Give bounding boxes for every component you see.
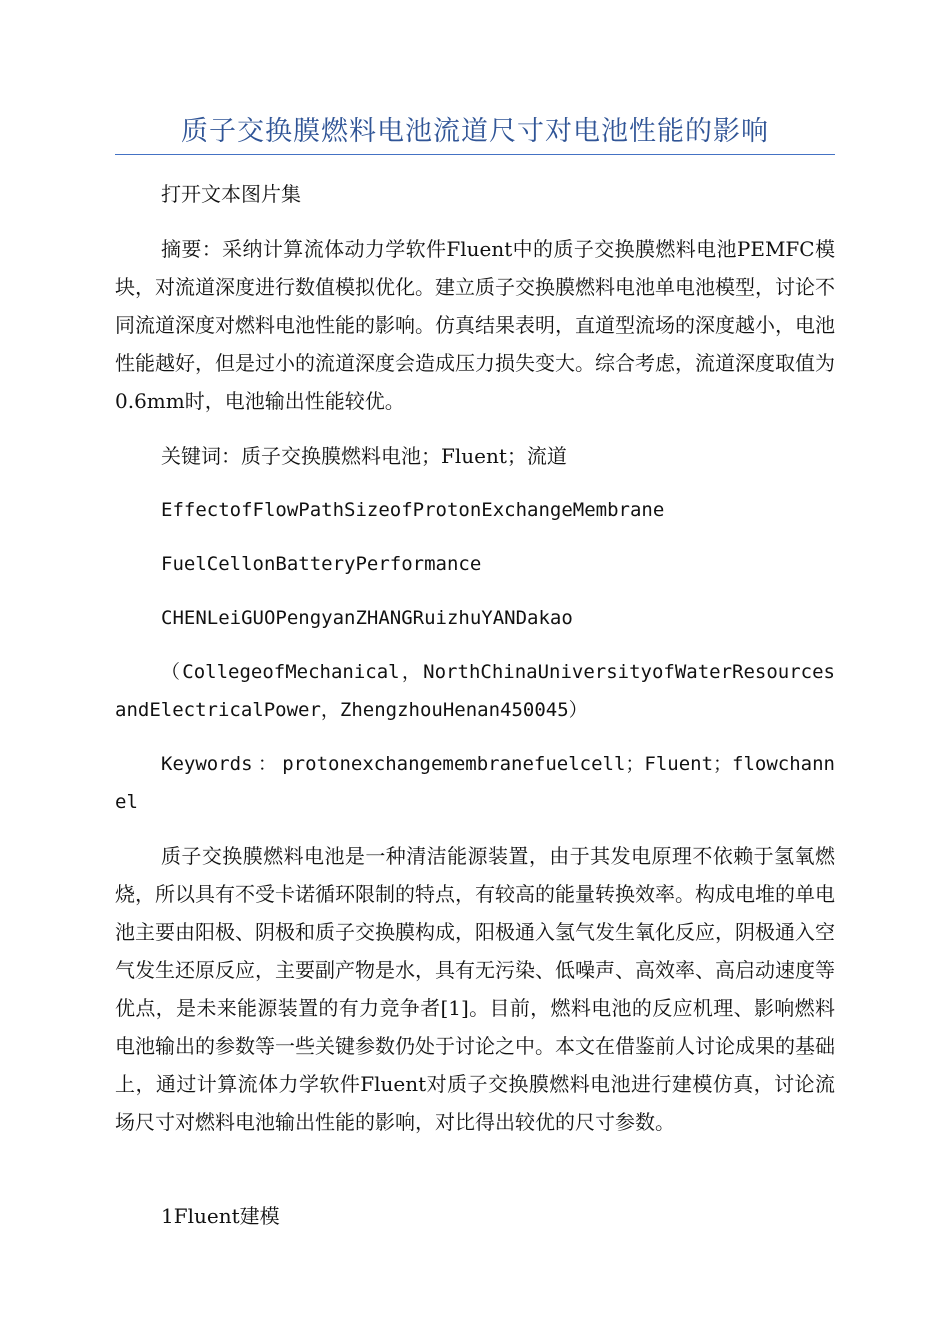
english-keywords: Keywords：protonexchangemembranefuelcell；Fluent；flowchannel [115, 753, 835, 813]
introduction-paragraph: 质子交换膜燃料电池是一种清洁能源装置，由于其发电原理不依赖于氢氧燃烧，所以具有不受卡诺循环限制的特点，有较高的能量转换效率。构成电堆的单电池主要由阳极、阴极和质子交换膜构成，阳极通入氢气发生氧化反应，阴极通入空气发生还原反应，主要副产物是水，具有无污染、低噪声、高效率、高启动速度等优点，是未来能源装置的有力竞争者[1]。目前，燃料电池的反应机理、影响燃料电池输出的参数等一些关键参数仍处于讨论之中。本文在借鉴前人讨论成果的基础上，通过计算流体力学软件Fluent对质子交换膜燃料电池进行建模仿真，讨论流场尺寸对燃料电池输出性能的影响，对比得出较优的尺寸参数。 [115, 844, 835, 1134]
title-underline [115, 154, 835, 155]
open-images-link[interactable]: 打开文本图片集 [161, 182, 301, 206]
keywords-cn: 关键词：质子交换膜燃料电池；Fluent；流道 [161, 444, 567, 468]
document-title: 质子交换膜燃料电池流道尺寸对电池性能的影响 [181, 116, 769, 147]
english-authors: CHENLeiGUOPengyanZHANGRuizhuYANDakao [161, 607, 573, 629]
english-affiliation: （CollegeofMechanical，NorthChinaUniversityofWaterResourcesandElectricalPower，ZhengzhouHenan450045） [115, 661, 835, 721]
abstract-paragraph: 摘要：采纳计算流体动力学软件Fluent中的质子交换膜燃料电池PEMFC模块，对流道深度进行数值模拟优化。建立质子交换膜燃料电池单电池模型，讨论不同流道深度对燃料电池性能的影响。仿真结果表明，直道型流场的深度越小，电池性能越好，但是过小的流道深度会造成压力损失变大。综合考虑，流道深度取值为0.6mm时，电池输出性能较优。 [115, 237, 835, 413]
english-title-line-1: EffectofFlowPathSizeofProtonExchangeMembrane [161, 499, 665, 521]
english-title-line-2: FuelCellonBatteryPerformance [161, 553, 482, 575]
section-heading-1: 1Fluent建模 [161, 1204, 280, 1228]
